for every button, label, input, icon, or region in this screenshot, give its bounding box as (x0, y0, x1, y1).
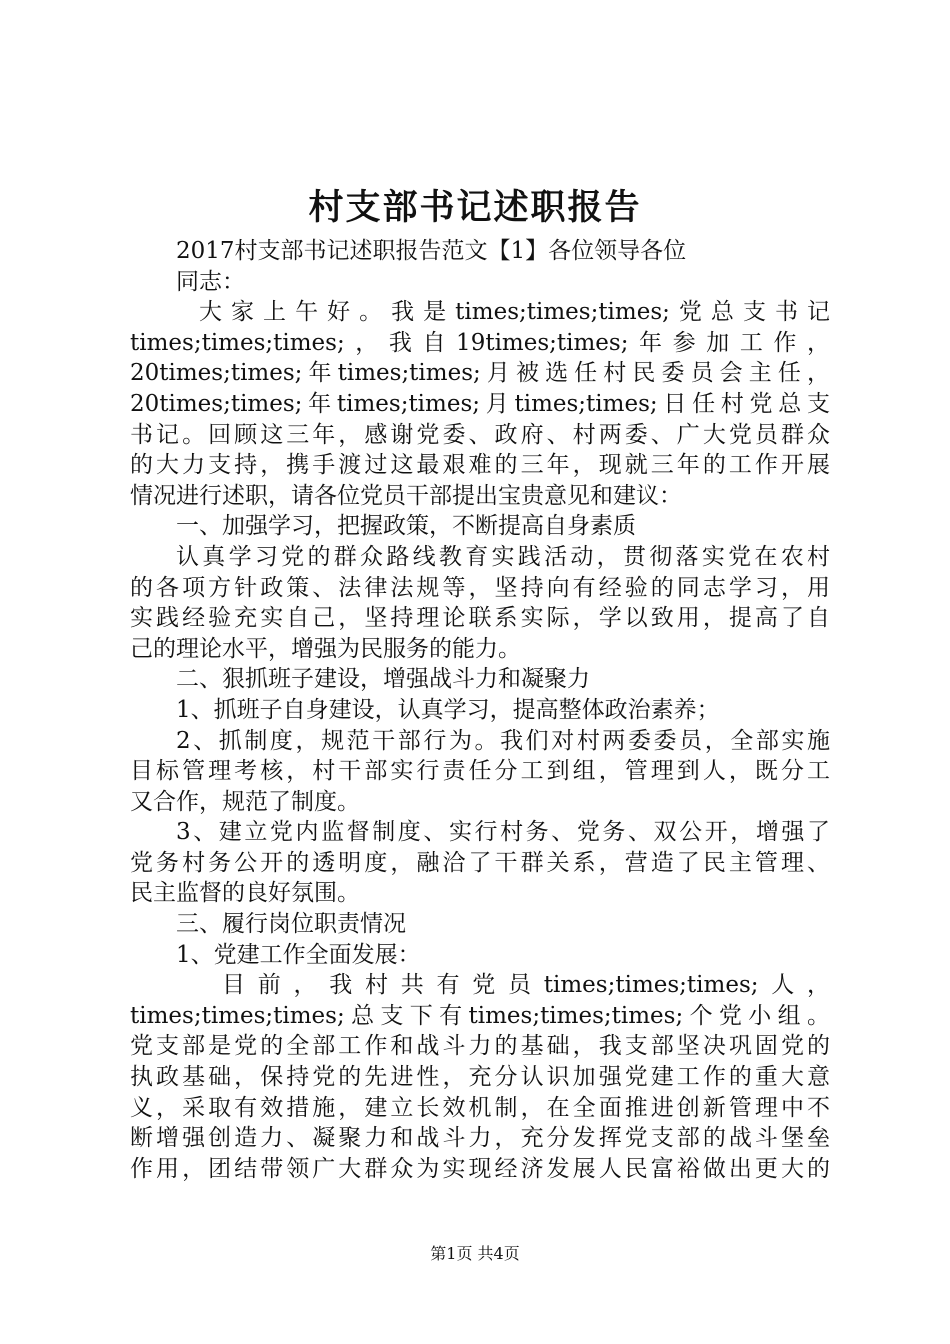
document-title: 村支部书记述职报告 (308, 187, 642, 228)
body-line: 己的理论水平，增强为民服务的能力。 (130, 635, 521, 662)
body-line: times;times;times;总支下有times;times;times;个党小组。 (130, 1002, 830, 1029)
body-line: 20times;times;年times;times;月times;times;日任村党总支 (130, 390, 830, 417)
body-line: 义，采取有效措施，建立长效机制，在全面推进创新管理中不 (130, 1094, 830, 1121)
document-body (130, 236, 830, 1184)
body-line: 又合作，规范了制度。 (130, 788, 360, 815)
body-line: 作用，团结带领广大群众为实现经济发展人民富裕做出更大的 (130, 1155, 830, 1182)
body-line: 目前，我村共有党员times;times;times;人， (222, 972, 830, 999)
section-heading: 一、加强学习，把握政策，不断提高自身素质 (176, 513, 636, 540)
body-line: 党支部是党的全部工作和战斗力的基础，我支部坚决巩固党的 (130, 1033, 830, 1060)
body-line: 2、抓制度，规范干部行为。我们对村两委委员，全部实施 (176, 727, 830, 754)
body-line: 执政基础，保持党的先进性，充分认识加强党建工作的重大意 (130, 1064, 830, 1091)
body-line: 目标管理考核，村干部实行责任分工到组，管理到人，既分工 (130, 758, 830, 785)
section-heading: 二、狠抓班子建设，增强战斗力和凝聚力 (176, 666, 590, 693)
body-line: 的各项方针政策、法律法规等，坚持向有经验的同志学习，用 (130, 574, 830, 601)
body-line: 实践经验充实自己，坚持理论联系实际，学以致用，提高了自 (130, 605, 830, 632)
body-line: 断增强创造力、凝聚力和战斗力，充分发挥党支部的战斗堡垒 (130, 1125, 830, 1152)
section-heading: 三、履行岗位职责情况 (176, 911, 406, 938)
body-line: 民主监督的良好氛围。 (130, 880, 360, 907)
body-line: 同志： (176, 268, 245, 295)
body-line: 1、抓班子自身建设，认真学习，提高整体政治素养； (176, 696, 720, 723)
body-line: 大家上午好。我是times;times;times;党总支书记 (199, 299, 830, 326)
page-footer: 第1页 共4页 (430, 1244, 520, 1263)
body-line: 的大力支持，携手渡过这最艰难的三年，现就三年的工作开展 (130, 452, 830, 479)
body-line: 认真学习党的群众路线教育实践活动，贯彻落实党在农村 (176, 543, 830, 570)
body-line: 党务村务公开的透明度，融洽了干群关系，营造了民主管理、 (130, 849, 830, 876)
body-line: 2017村支部书记述职报告范文【1】各位领导各位 (176, 238, 687, 264)
body-line: 3、建立党内监督制度、实行村务、党务、双公开，增强了 (176, 819, 830, 846)
body-line: 20times;times;年times;times;月被选任村民委员会主任， (130, 360, 830, 387)
body-line: 1、党建工作全面发展： (176, 941, 421, 968)
body-line: times;times;times;，我自19times;times;年参加工作， (130, 329, 830, 356)
body-line: 情况进行述职，请各位党员干部提出宝贵意见和建议： (130, 482, 682, 509)
body-line: 书记。回顾这三年，感谢党委、政府、村两委、广大党员群众 (130, 421, 830, 448)
